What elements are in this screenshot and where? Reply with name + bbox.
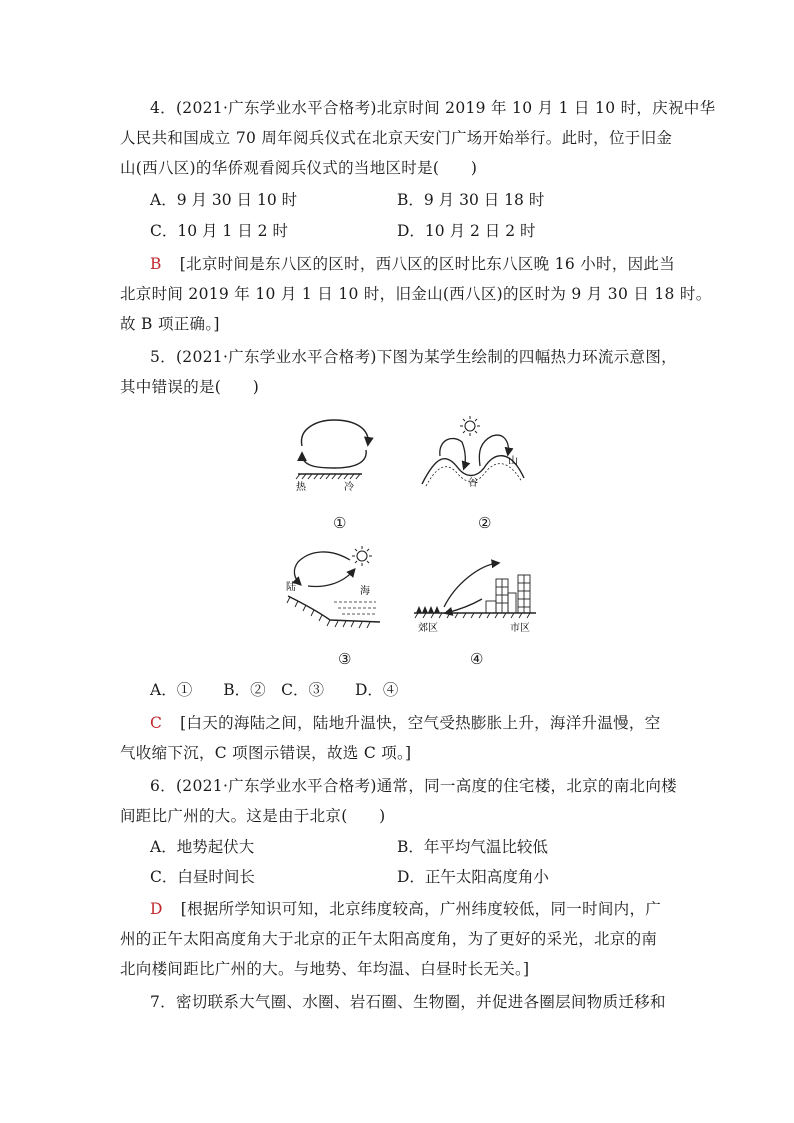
q6-option-c: C．白昼时间长 xyxy=(150,868,255,886)
q7-stem-line1: 7．密切联系大气圈、水圈、岩石圈、生物圈，并促进各圈层间物质迁移和 xyxy=(150,993,666,1011)
fig2-mountain-label: 山 xyxy=(508,456,518,467)
q4-explanation-line1 xyxy=(150,254,680,274)
q4-answer: B xyxy=(150,255,162,273)
q6-option-a: A．地势起伏大 xyxy=(150,838,255,856)
q6-option-d: D．正午太阳高度角小 xyxy=(397,868,549,886)
q5-explanation-line1 xyxy=(150,713,680,733)
fig1-cold-label: 冷 xyxy=(344,482,354,493)
figure-4 xyxy=(410,555,540,640)
q6-option-b: B．年平均气温比较低 xyxy=(397,838,548,856)
trees-icon xyxy=(416,606,440,613)
fig1-hot-label: 热 xyxy=(296,482,306,493)
fig4-suburb-label: 郊区 xyxy=(418,623,438,634)
q5-expl1-text: [白天的海陆之间，陆地升温快，空气受热膨胀上升，海洋升温慢，空 xyxy=(180,714,661,732)
fig4-city-label: 市区 xyxy=(510,623,530,634)
buildings-icon xyxy=(486,575,530,613)
fig2-caption: ② xyxy=(478,514,492,532)
fig3-caption: ③ xyxy=(338,650,352,668)
q5-explanation-line2: 气收缩下沉，C 项图示错误，故选 C 项。] xyxy=(120,744,412,762)
q4-option-d: D．10 月 2 日 2 时 xyxy=(397,222,536,240)
q5-answer: C xyxy=(150,714,163,732)
q4-stem-line3: 山(西八区)的华侨观看阅兵仪式的当地区时是( ) xyxy=(120,159,478,177)
q4-option-b: B．9 月 30 日 18 时 xyxy=(397,191,545,209)
q6-stem-line1: 6．(2021·广东学业水平合格考)通常，同一高度的住宅楼，北京的南北向楼 xyxy=(150,777,677,795)
fig3-sea-label: 海 xyxy=(360,586,370,597)
fig1-caption: ① xyxy=(333,514,347,532)
q6-explanation-line3: 北向楼间距比广州的大。与地势、年均温、白昼时长无关。] xyxy=(120,960,530,978)
q5-options: A．① B．② C．③ D．④ xyxy=(150,681,399,699)
q5-stem-line1: 5．(2021·广东学业水平合格考)下图为某学生绘制的四幅热力环流示意图， xyxy=(150,348,677,366)
sun-icon xyxy=(465,421,475,431)
q4-stem-line1: 4．(2021·广东学业水平合格考)北京时间 2019 年 10 月 1 日 10 时，庆祝中华 xyxy=(150,99,716,117)
figure-3 xyxy=(280,540,380,640)
fig3-land-label: 陆 xyxy=(286,582,296,593)
q6-explanation-line1 xyxy=(150,899,680,919)
q6-answer: D xyxy=(150,900,163,918)
fig4-caption: ④ xyxy=(470,650,484,668)
q6-stem-line2: 间距比广州的大。这是由于北京( ) xyxy=(120,807,386,825)
figure-2 xyxy=(418,408,528,498)
q4-expl1-text: [北京时间是东八区的区时，西八区的区时比东八区晚 16 小时，因此当 xyxy=(179,255,676,273)
q4-explanation-line3: 故 B 项正确。] xyxy=(120,315,220,333)
q4-option-a: A．9 月 30 日 10 时 xyxy=(150,191,298,209)
fig2-valley-label: 谷 xyxy=(468,478,478,489)
figure-1 xyxy=(288,408,378,498)
q6-expl1-text: [根据所学知识可知，北京纬度较高，广州纬度较低，同一时间内，广 xyxy=(180,900,662,918)
q4-option-c: C．10 月 1 日 2 时 xyxy=(150,222,288,240)
sun-icon xyxy=(357,551,367,561)
q4-explanation-line2: 北京时间 2019 年 10 月 1 日 10 时，旧金山(西八区)的区时为 9 月 30 日 18 时。 xyxy=(120,285,712,303)
q6-explanation-line2: 州的正午太阳高度角大于北京的正午太阳高度角，为了更好的采光，北京的南 xyxy=(120,930,658,948)
q4-stem-line2: 人民共和国成立 70 周年阅兵仪式在北京天安门广场开始举行。此时，位于旧金 xyxy=(120,129,673,147)
q5-stem-line2: 其中错误的是( ) xyxy=(120,378,260,396)
